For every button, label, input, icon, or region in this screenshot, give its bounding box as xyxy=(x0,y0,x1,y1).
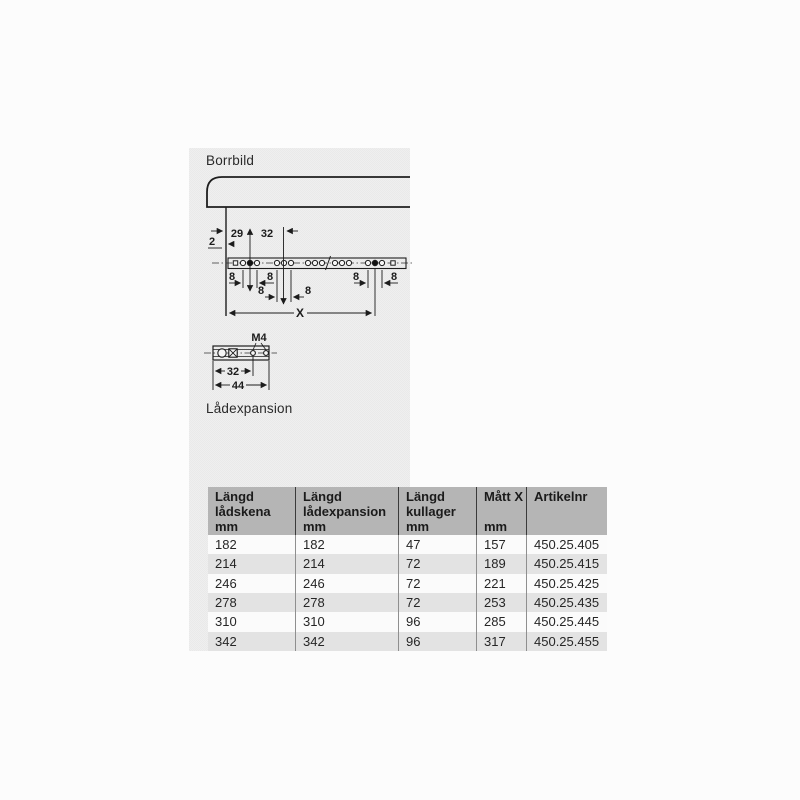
table-cell-artikelnr: 450.25.405 xyxy=(526,535,607,554)
borrbild-drawing xyxy=(185,140,420,430)
table-cell: 47 xyxy=(398,535,476,554)
table-cell: 182 xyxy=(295,535,398,554)
dim-label-32: 32 xyxy=(260,228,274,240)
drill-holes xyxy=(233,260,395,265)
table-cell: 214 xyxy=(295,554,398,573)
table-cell: 182 xyxy=(215,537,237,553)
dim-label-44: 44 xyxy=(231,380,245,392)
table-row xyxy=(208,612,607,631)
hole-spacing-dimensions xyxy=(229,268,398,316)
table-row xyxy=(208,632,607,651)
table-cell-artikelnr: 450.25.435 xyxy=(526,593,607,612)
parts-table xyxy=(208,487,607,651)
square-hole xyxy=(233,261,237,265)
table-row xyxy=(208,574,607,593)
table-row xyxy=(208,554,607,573)
table-header-row xyxy=(208,487,607,535)
large-hole xyxy=(218,349,226,357)
table-cell: 72 xyxy=(398,593,476,612)
dim-label-x: X xyxy=(295,306,305,320)
table-cell: 246 xyxy=(215,575,237,591)
m4-label: M4 xyxy=(251,332,267,344)
table-cell-artikelnr: 450.25.425 xyxy=(526,574,607,593)
table-cell: 317 xyxy=(476,632,526,651)
table-cell: 72 xyxy=(398,574,476,593)
fixing-hole-filled xyxy=(372,260,377,265)
m4-detail-drawing xyxy=(204,332,277,392)
table-cell: 96 xyxy=(398,612,476,631)
m4-hole xyxy=(264,351,269,356)
figure-title: Borrbild xyxy=(206,153,255,168)
table-cell: 310 xyxy=(295,612,398,631)
table-cell: 96 xyxy=(398,632,476,651)
dim-label-8: 8 xyxy=(257,285,265,297)
table-cell: 246 xyxy=(295,574,398,593)
table-cell: 72 xyxy=(398,554,476,573)
table-cell-artikelnr: 450.25.445 xyxy=(526,612,607,631)
dim-label-8: 8 xyxy=(352,271,360,283)
table-cell: 342 xyxy=(215,633,237,649)
m4-hole xyxy=(251,351,256,356)
table-cell: 157 xyxy=(476,535,526,554)
table-cell: 253 xyxy=(476,593,526,612)
table-cell: 214 xyxy=(215,556,237,572)
table-row xyxy=(208,535,607,554)
table-cell: 221 xyxy=(476,574,526,593)
dim-label-8: 8 xyxy=(390,271,398,283)
dim-label-2: 2 xyxy=(208,236,216,248)
column-header-artikelnr: Artikelnr xyxy=(526,487,607,535)
table-cell: 310 xyxy=(215,614,237,630)
figure-caption: Lådexpansion xyxy=(206,401,293,416)
cabinet-profile xyxy=(207,177,410,207)
dim-label-32: 32 xyxy=(226,366,240,378)
column-header-matt-x: Mått X mm xyxy=(476,487,526,535)
column-header-langd-ladexpansion: Längd lådexpansion mm xyxy=(295,487,398,535)
dim-label-29: 29 xyxy=(230,228,244,240)
table-cell: 278 xyxy=(215,595,237,611)
table-cell: 342 xyxy=(295,632,398,651)
table-cell: 278 xyxy=(295,593,398,612)
square-hole xyxy=(391,261,395,265)
table-row xyxy=(208,593,607,612)
table-cell-artikelnr: 450.25.415 xyxy=(526,554,607,573)
column-header-langd-ladskena: Längd lådskena mm xyxy=(215,489,271,534)
table-cell: 189 xyxy=(476,554,526,573)
dim-label-8: 8 xyxy=(266,271,274,283)
table-cell: 285 xyxy=(476,612,526,631)
column-header-langd-kullager: Längd kullager mm xyxy=(398,487,476,535)
table-cell-artikelnr: 450.25.455 xyxy=(526,632,607,651)
dim-label-8: 8 xyxy=(304,285,312,297)
dim-label-8: 8 xyxy=(228,271,236,283)
